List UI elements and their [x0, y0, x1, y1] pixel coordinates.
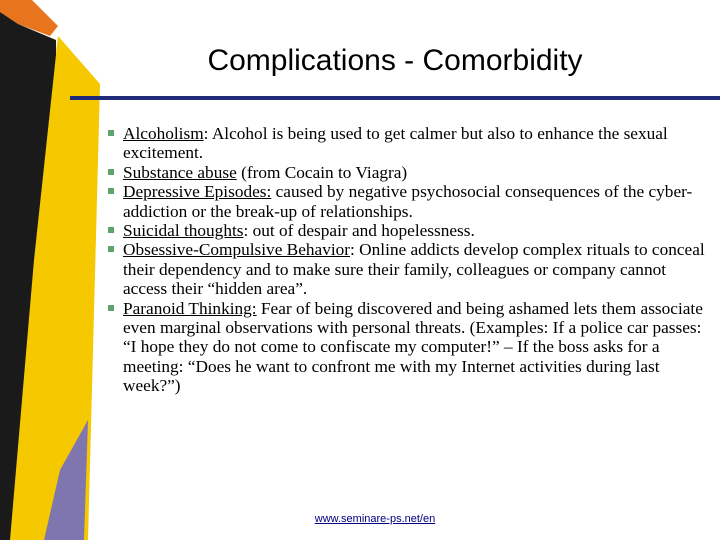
square-bullet-icon [108, 169, 114, 175]
bullet-term: Suicidal thoughts [123, 221, 244, 241]
bullet-suicidal-thoughts [108, 221, 708, 240]
bullet-text: (from Cocain to Viagra) [236, 162, 408, 182]
bullet-depressive-episodes [108, 182, 708, 221]
bullet-term: Paranoid Thinking: [123, 298, 257, 318]
bullet-text: : out of despair and hopelessness. [243, 221, 475, 241]
bullet-text: : Alcohol is being used to get calmer but also to enhance the sexual excitement. [123, 124, 668, 163]
square-bullet-icon [108, 188, 114, 194]
square-bullet-icon [108, 130, 114, 136]
bullet-text: Fear of being discovered and being ashamed lets them associate even marginal observations with personal threats. (Examples: If a police car passes: “I hope they do not come to confiscate my computer!” – If the boss asks for a meeting: “Does he want to confront me with my Internet activities during last week?”) [123, 298, 703, 396]
footer-website-link[interactable]: www.seminare-ps.net/en [314, 513, 436, 525]
bullet-substance-abuse [108, 163, 708, 182]
square-bullet-icon [108, 246, 114, 252]
bullet-term: Alcoholism [123, 124, 204, 143]
square-bullet-icon [108, 305, 114, 311]
bullet-paranoid-thinking [108, 299, 708, 396]
bullet-term: Obsessive-Compulsive Behavior [123, 240, 351, 260]
bullet-term: Depressive Episodes: [123, 182, 272, 202]
bullet-obsessive-compulsive [108, 240, 708, 298]
left-bar-graphic [0, 0, 100, 540]
slide-title: Complications - Comorbidity [207, 44, 583, 77]
bullet-list [108, 124, 708, 396]
bullet-term: Substance abuse [123, 162, 237, 182]
square-bullet-icon [108, 227, 114, 233]
bullet-text: caused by negative psychosocial consequences of the cyber-addiction or the break-up of relationships. [123, 182, 693, 221]
bullet-alcoholism [108, 124, 708, 163]
bullet-text: : Online addicts develop complex rituals to conceal their dependency and to make sure their family, colleagues or company cannot access their “hidden area”. [123, 240, 705, 299]
